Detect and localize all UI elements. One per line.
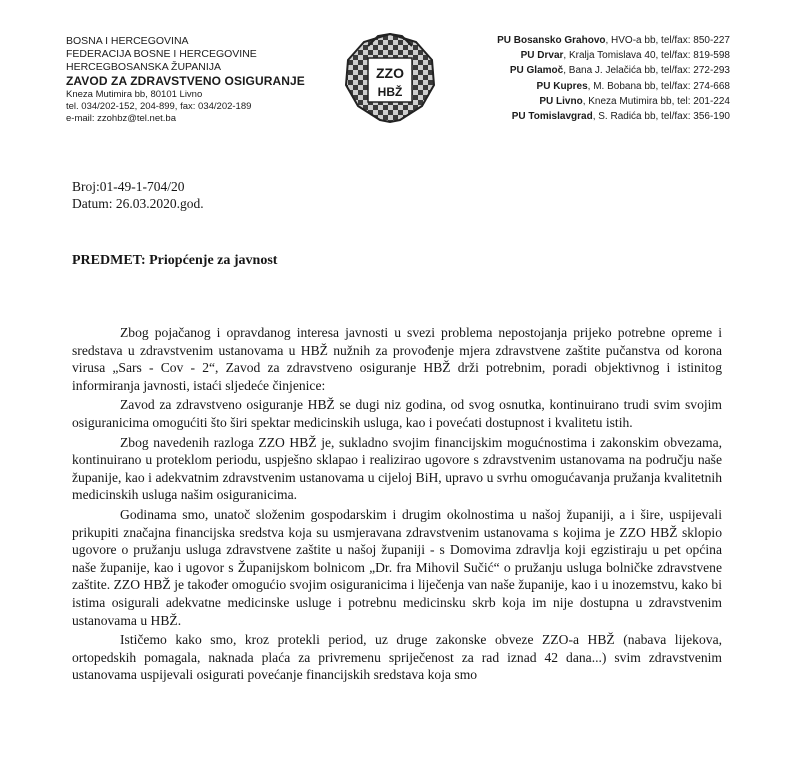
office-details: , Kralja Tomislava 40, tel/fax: 819-598 (563, 50, 730, 62)
office-line (400, 33, 730, 48)
letterhead-country: BOSNA I HERCEGOVINA (66, 35, 189, 47)
subject-text: Priopćenje za javnost (149, 253, 278, 268)
office-details: , M. Bobana bb, tel/fax: 274-668 (587, 80, 730, 92)
office-name: PU Glamoč (509, 65, 564, 77)
letterhead-email: e-mail: zzohbz@tel.net.ba (66, 113, 176, 124)
letterhead-institution: ZAVOD ZA ZDRAVSTVENO OSIGURANJE (66, 74, 305, 88)
document-subject (72, 253, 277, 269)
office-line (400, 79, 730, 94)
letterhead-offices (400, 33, 730, 124)
body-paragraph: Zbog navedenih razloga ZZO HBŽ je, sukladno svojim financijskim mogućnostima i zakonskim obvezama, kontinuirano u proteklom periodu, uspješno sklapao i realizirao ugovore s zdravstvenim ustanovama na području naše županije, kao i adekvatnim zdravstvenim ustanovama u cijeloj BiH, upravo u svrhu omogućavanja pružanja kvalitetnih medicinskih usluga našim osiguranicima. (72, 434, 722, 503)
document-number: Broj:01-49-1-704/20 (72, 179, 185, 194)
letterhead-left (66, 35, 366, 125)
body-paragraph: Godinama smo, unatoč složenim gospodarskim i drugim okolnostima u našoj županiji, a i šire, uspijevali prikupiti značajna financijska sredstva koja su usmjeravana zdravstvenim ustanovama s kojima je ZZO HBŽ sklopio ugovore o pružanju usluga zdravstvene zaštite u našoj županiji - s Domovima zdravlja koji egzistiraju u pet općina naše županije, kao i ugovor s Županijskom bolnicom „Dr. fra Mihovil Sučić“ o pružanju usluga bolničke zdravstvene zaštite. ZZO HBŽ je također omogućio svojim osiguranicima i liječenja van naše županije, kao i u inozemstvu, kako bi istima osigurali adekvatne medicinske usluge i potrebnu medicinsku skrb koja im nije dostupna u zdravstvenim ustanovama u HBŽ. (72, 506, 722, 628)
office-line (400, 94, 730, 109)
office-name: PU Drvar (520, 50, 564, 62)
document-date: Datum: 26.03.2020.god. (72, 196, 204, 211)
office-name: PU Kupres (536, 80, 588, 92)
office-details: , S. Radića bb, tel/fax: 356-190 (592, 111, 730, 123)
office-line (400, 109, 730, 124)
office-details: , HVO-a bb, tel/fax: 850-227 (605, 35, 730, 46)
logo-text-top: ZZO (376, 65, 404, 81)
body-paragraph: Ističemo kako smo, kroz protekli period, uz druge zakonske obveze ZZO-a HBŽ (nabava lijekova, ortopedskih pomagala, naknada plaća za privremenu spriječenost za rad iznad 42 dana...) svim zdravstvenim ustanovama uspijevali osigurati povećanje financijskih sredstava koja smo (72, 632, 722, 683)
body-paragraph: Zavod za zdravstveno osiguranje HBŽ se dugi niz godina, od svog osnutka, kontinuirano trudi svim svojim osiguranicima omogućiti što širi spektar medicinskih usluga, kao i povećati dostupnost i kvalitetu istih. (72, 397, 722, 430)
office-details: , Kneza Mutimira bb, tel: 201-224 (582, 95, 730, 107)
letterhead-canton: HERCEGBOSANSKA ŽUPANIJA (66, 61, 222, 73)
letterhead-phone: tel. 034/202-152, 204-899, fax: 034/202-189 (66, 101, 252, 112)
letterhead-address: Kneza Mutimira bb, 80101 Livno (66, 89, 203, 100)
letterhead-federation: FEDERACIJA BOSNE I HERCEGOVINE (66, 48, 257, 60)
document-body (72, 324, 722, 686)
body-paragraph: Zbog pojačanog i opravdanog interesa javnosti u svezi problema nepostojanja prijeko potrebne opreme i sredstava u zdravstvenim ustanovama u HBŽ nužnih za provođenje mjera zdravstvene zaštite pučanstva od korona virusa „Sars - Cov - 2“, Zavod za zdravstveno osiguranje HBŽ drži potrebnim, poradi objektivnog i istinitog informiranja javnosti, istaći sljedeće činjenice: (72, 325, 722, 393)
office-details: , Bana J. Jelačića bb, tel/fax: 272-293 (563, 65, 730, 77)
office-name: PU Tomislavgrad (511, 111, 593, 123)
logo-text-bottom: HBŽ (377, 85, 403, 99)
office-name: PU Livno (539, 95, 583, 107)
office-line (400, 48, 730, 63)
office-line (400, 63, 730, 78)
office-name: PU Bosansko Grahovo (497, 35, 606, 46)
document-meta (72, 178, 204, 212)
subject-label: PREDMET: (72, 253, 146, 268)
